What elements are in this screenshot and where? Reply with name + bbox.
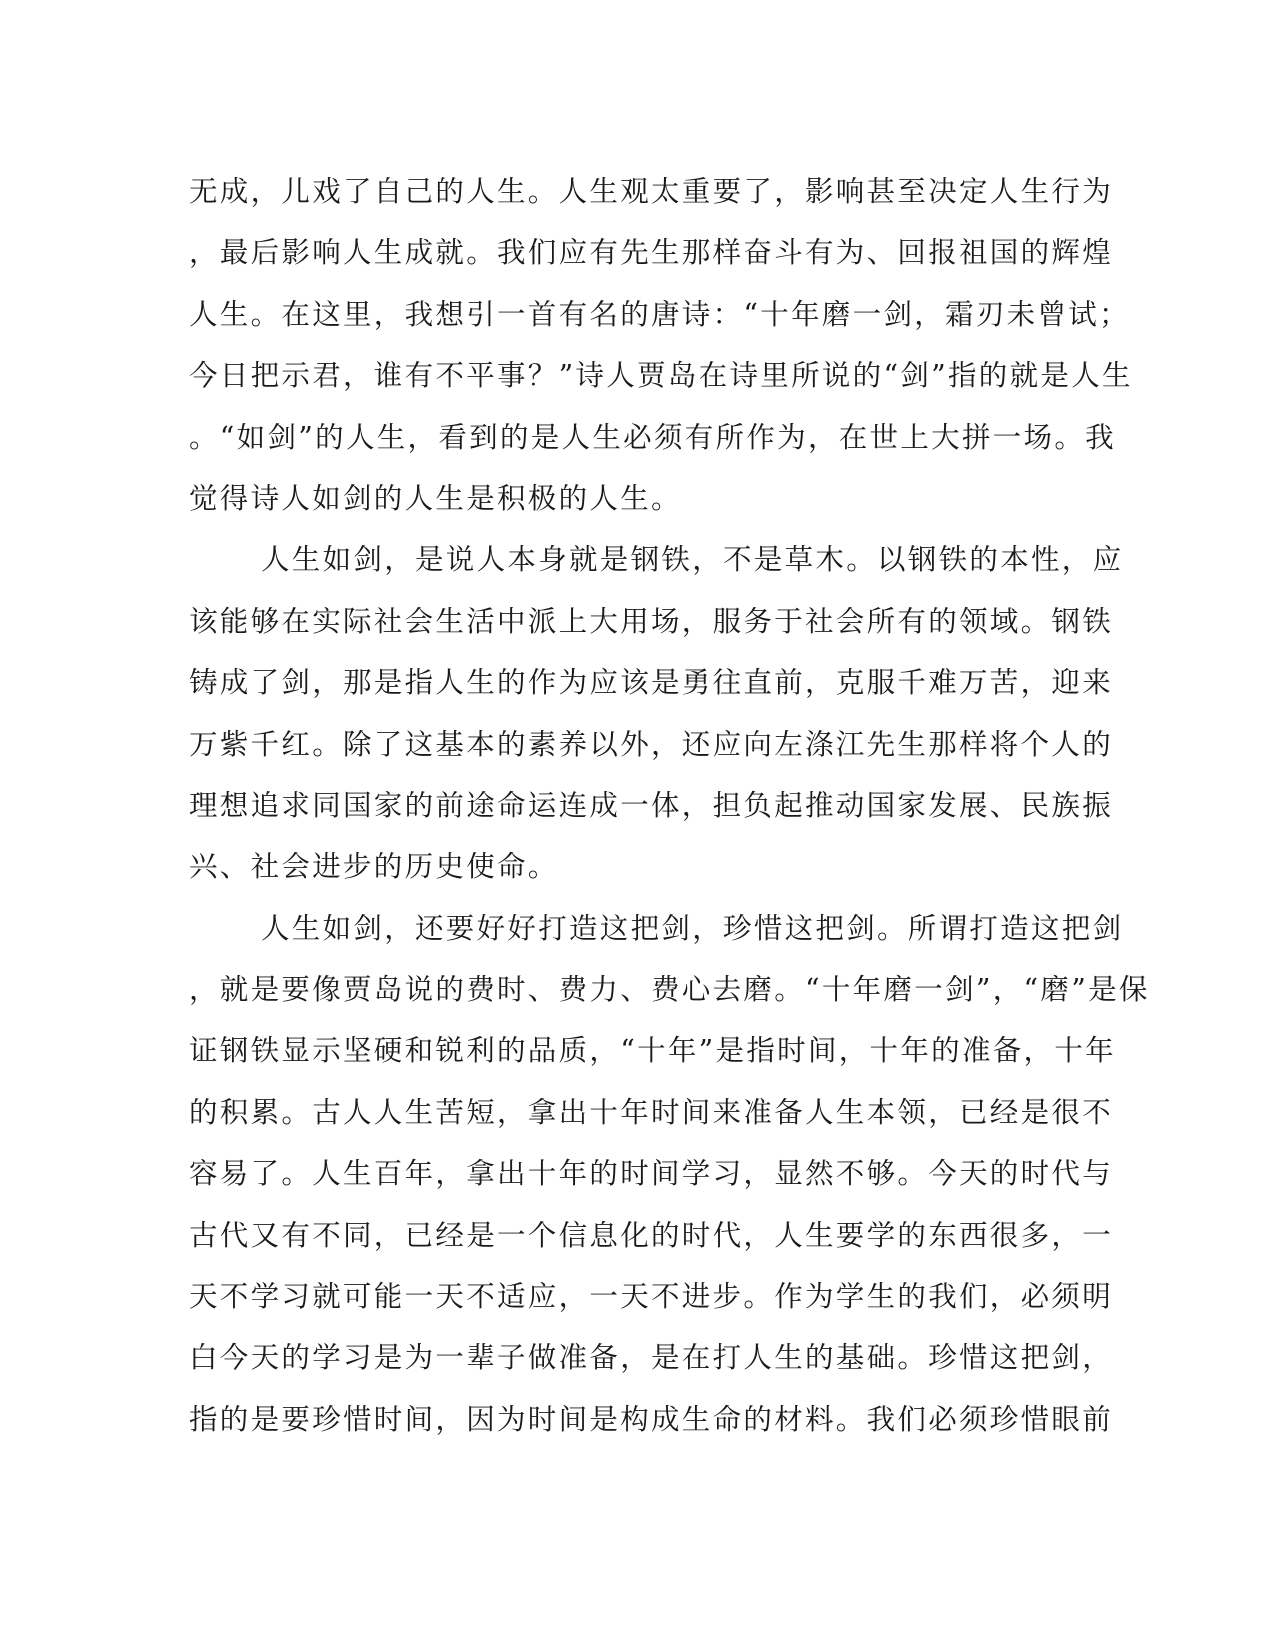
text-line: 白今天的学习是为一辈子做准备，是在打人生的基础。珍惜这把剑， [189,1341,1114,1375]
text-line: 今日把示君，谁有不平事？”诗人贾岛在诗里所说的“剑”指的就是人生 [189,359,1133,393]
text-line: 万紫千红。除了这基本的素养以外，还应向左涤江先生那样将个人的 [189,727,1114,761]
text-line: 该能够在实际社会生活中派上大用场，服务于社会所有的领域。钢铁 [189,604,1114,638]
text-line: 铸成了剑，那是指人生的作为应该是勇往直前，克服千难万苦，迎来 [189,666,1114,700]
text-line: 古代又有不同，已经是一个信息化的时代，人生要学的东西很多，一 [189,1218,1114,1252]
text-line: 理想追求同国家的前途命运连成一体，担负起推动国家发展、民族振 [189,788,1114,822]
paragraph-first-line: 人生如剑，是说人本身就是钢铁，不是草木。以钢铁的本性，应 [261,543,1124,577]
text-line: 天不学习就可能一天不适应，一天不进步。作为学生的我们，必须明 [189,1280,1114,1314]
text-line: 无成，儿戏了自己的人生。人生观太重要了，影响甚至决定人生行为 [189,175,1114,208]
text-line: 人生。在这里，我想引一首有名的唐诗：“十年磨一剑，霜刃未曾试； [189,297,1130,331]
text-line: 兴、社会进步的历史使命。 [189,850,559,884]
text-line: 容易了。人生百年，拿出十年的时间学习，显然不够。今天的时代与 [189,1157,1114,1191]
text-line: 。“如剑”的人生，看到的是人生必须有所作为，在世上大拼一场。我 [189,420,1116,454]
paragraph-first-line: 人生如剑，还要好好打造这把剑，珍惜这把剑。所谓打造这把剑 [261,911,1124,945]
text-line: 指的是要珍惜时间，因为时间是构成生命的材料。我们必须珍惜眼前 [189,1402,1114,1436]
text-line: 的积累。古人人生苦短，拿出十年时间来准备人生本领，已经是很不 [189,1095,1114,1129]
text-line: 觉得诗人如剑的人生是积极的人生。 [189,481,682,515]
text-line: 证钢铁显示坚硬和锐利的品质，“十年”是指时间，十年的准备，十年 [189,1034,1116,1068]
text-line: ，就是要像贾岛说的费时、费力、费心去磨。“十年磨一剑”，“磨”是保 [189,973,1150,1007]
body-text [189,161,1150,1450]
text-line: ，最后影响人生成就。我们应有先生那样奋斗有为、回报祖国的辉煌 [189,236,1114,270]
